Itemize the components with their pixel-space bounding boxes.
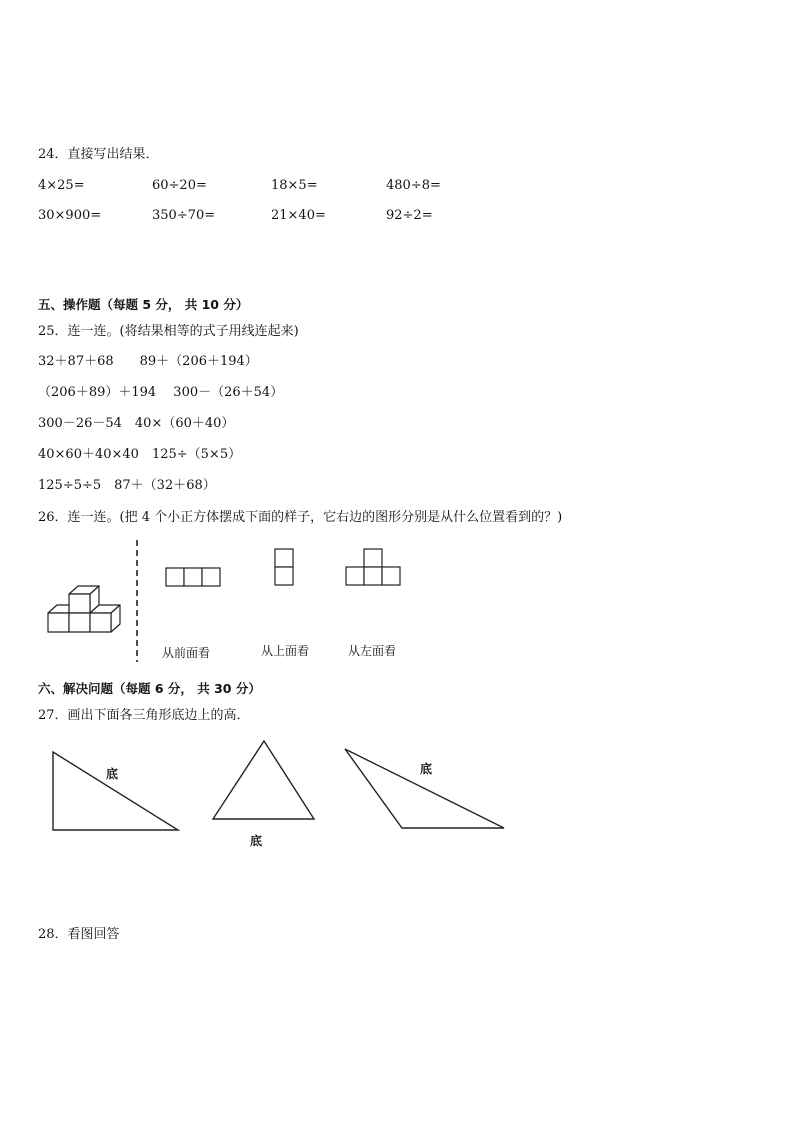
q25-line-3: 300－26－54 40×（60＋40） xyxy=(38,416,235,431)
q24-expr-7: 21×40= xyxy=(271,208,326,223)
q25-line-1: 32＋87＋68 89＋（206＋194） xyxy=(38,354,258,369)
q24-expr-6: 350÷70= xyxy=(152,208,216,223)
cube-front-2 xyxy=(69,613,90,632)
q24-expr-8: 92÷2= xyxy=(386,208,433,223)
q24-title: 24．直接写出结果． xyxy=(38,147,159,162)
base-label-2: 底 xyxy=(250,834,263,848)
obtuse-triangle xyxy=(342,746,508,832)
label-top-view: 从上面看 xyxy=(261,644,310,658)
cube-left-top xyxy=(48,605,69,613)
dashed-divider xyxy=(134,540,140,662)
view-two-stack xyxy=(274,548,296,588)
label-left-view: 从左面看 xyxy=(348,644,397,658)
cube-stack-figure xyxy=(40,582,130,648)
section-5-heading: 五、操作题（每题 5 分， 共 10 分） xyxy=(38,297,249,312)
q25-title: 25．连一连。(将结果相等的式子用线连起来) xyxy=(38,324,299,339)
base-label-3: 底 xyxy=(420,762,433,776)
q27-title: 27．画出下面各三角形底边上的高． xyxy=(38,708,250,723)
cube-front-1 xyxy=(48,613,69,632)
q24-expr-5: 30×900= xyxy=(38,208,102,223)
q25-line-4: 40×60＋40×40 125÷（5×5） xyxy=(38,447,242,462)
q24-expr-3: 18×5= xyxy=(271,178,318,193)
right-triangle xyxy=(50,750,182,834)
q24-expr-2: 60÷20= xyxy=(152,178,207,193)
cube-front-3 xyxy=(90,613,111,632)
q25-line-2: （206＋89）＋194 300－（26＋54） xyxy=(38,385,284,400)
view-three-row xyxy=(165,567,223,589)
acute-triangle xyxy=(210,739,320,823)
view-t-shape xyxy=(345,548,403,588)
q28-title: 28．看图回答 xyxy=(38,927,120,942)
label-front-view: 从前面看 xyxy=(162,646,211,660)
q24-expr-1: 4×25= xyxy=(38,178,85,193)
q26-title: 26．连一连。(把 4 个小正方体摆成下面的样子，它右边的图形分别是从什么位置看到的？) xyxy=(38,510,563,525)
base-label-1: 底 xyxy=(106,767,119,781)
cube-top-front xyxy=(69,594,90,613)
q25-line-5: 125÷5÷5 87＋（32＋68） xyxy=(38,478,216,493)
q24-expr-4: 480÷8= xyxy=(386,178,441,193)
section-6-heading: 六、解决问题（每题 6 分， 共 30 分） xyxy=(38,681,261,696)
